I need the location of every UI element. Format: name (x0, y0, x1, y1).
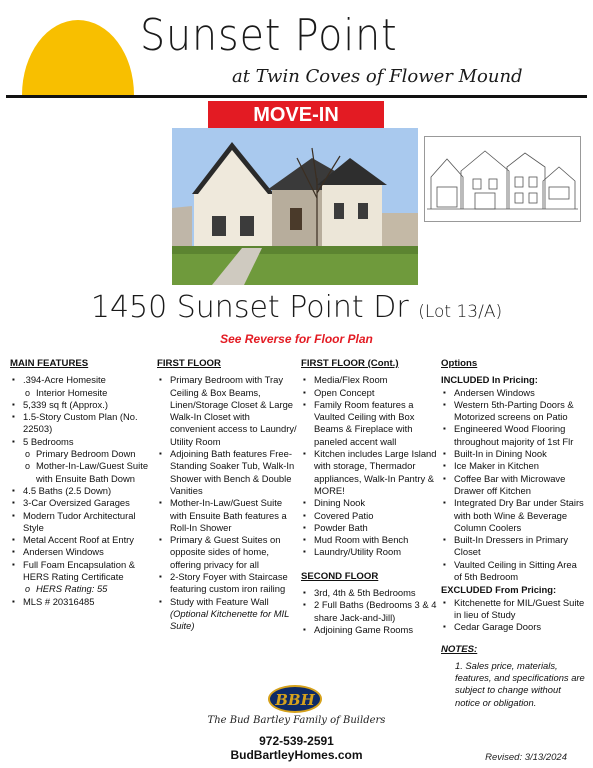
list-item: ▪ 5 Bedrooms (10, 436, 152, 448)
list-item: ▪ 3-Car Oversized Garages (10, 497, 152, 509)
list-item: ▪ Western 5th-Parting Doors & Motorized screens on Patio (441, 399, 587, 424)
builder-tagline: The Bud Bartley Family of Builders (207, 715, 386, 726)
builder-logo-text: BBH (275, 691, 315, 709)
list-item: ▪ Integrated Dry Bar under Stairs with both Wine & Beverage Column Coolers (441, 497, 587, 534)
first-floor-cont-heading: FIRST FLOOR (Cont.) (301, 358, 399, 369)
list-item: o Primary Bedroom Down (10, 448, 152, 460)
list-item: 1. Sales price, materials, features, and specifications are subject to change without notice or obligation. (455, 659, 585, 708)
main-features-heading: MAIN FEATURES (10, 358, 89, 369)
list-item: ▪ Study with Feature Wall (157, 596, 297, 608)
list-item: ▪ Powder Bath (301, 522, 437, 534)
list-item: ▪ Laundry/Utility Room (301, 546, 437, 558)
list-item: ▪ Engineered Wood Flooring throughout majority of 1st Flr (441, 423, 587, 448)
address-lot: (Lot 13/A) (418, 302, 503, 322)
builder-website: BudBartleyHomes.com (230, 748, 363, 762)
list-item: ▪ Adjoining Bath features Free-Standing Soaker Tub, Walk-In Shower with Bench & Double Vanities (157, 448, 297, 497)
excluded-heading: EXCLUDED From Pricing: (441, 584, 557, 596)
first-floor-list (157, 374, 297, 608)
property-address (0, 290, 593, 325)
list-item: ▪ Modern Tudor Architectural Style (10, 510, 152, 535)
header-divider (6, 95, 587, 98)
list-item: ▪ Mother-In-Law/Guest Suite with Ensuite Bath features a Roll-In Shower (157, 497, 297, 534)
list-item: ▪ Full Foam Encapsulation & HERS Rating Certificate (10, 559, 152, 584)
list-item: ▪ 4.5 Baths (2.5 Down) (10, 485, 152, 497)
main-features-column (10, 358, 152, 608)
list-item: ▪ 1.5-Story Custom Plan (No. 22503) (10, 411, 152, 436)
list-item: ▪ Media/Flex Room (301, 374, 437, 386)
notes-heading: NOTES: (441, 643, 478, 655)
list-item: ▪ Built-In in Dining Nook (441, 448, 587, 460)
list-item: ▪ Adjoining Game Rooms (301, 624, 437, 636)
elevation-drawing (424, 136, 581, 222)
builder-phone: 972-539-2591 (259, 734, 334, 748)
list-item: ▪ Mud Room with Bench (301, 534, 437, 546)
list-item: ▪ Covered Patio (301, 510, 437, 522)
first-floor-heading: FIRST FLOOR (157, 358, 221, 369)
list-item: ▪ Coffee Bar with Microwave Drawer off Kitchen (441, 473, 587, 498)
revised-date: Revised: 3/13/2024 (485, 752, 567, 763)
list-item: ▪ 3rd, 4th & 5th Bedrooms (301, 587, 437, 599)
list-item: o HERS Rating: 55 (10, 583, 152, 595)
move-in-ready-badge: MOVE-IN (208, 101, 384, 129)
first-floor-column (157, 358, 297, 633)
main-features-list (10, 374, 152, 608)
list-item: ▪ 5,339 sq ft (Approx.) (10, 399, 152, 411)
second-floor-heading: SECOND FLOOR (301, 570, 379, 582)
study-note: (Optional Kitchenette for MIL Suite) (170, 607, 290, 632)
list-item: ▪ Primary & Guest Suites on opposite sides of home, offering privacy for all (157, 534, 297, 571)
list-item: ▪ Open Concept (301, 387, 437, 399)
list-item: ▪ Andersen Windows (441, 387, 587, 399)
address-main: 1450 Sunset Point Dr (90, 290, 409, 325)
list-item: ▪ MLS # 20316485 (10, 596, 152, 608)
list-item: ▪ Kitchenette for MIL/Guest Suite in lieu of Study (441, 597, 587, 622)
list-item: o Interior Homesite (10, 387, 152, 399)
list-item: ▪ Primary Bedroom with Tray Ceiling & Box Beams, Linen/Storage Closet & Large Walk-In Closet with convenient access to Laundry/ Utility Room (157, 374, 297, 448)
list-item: ▪ Kitchen includes Large Island with storage, Thermador appliances, Walk-In Pantry & MORE! (301, 448, 437, 497)
included-list (441, 387, 587, 584)
list-item: ▪ Built-In Dressers in Primary Closet (441, 534, 587, 559)
sunset-logo (22, 20, 134, 96)
community-subtitle: at Twin Coves of Flower Mound (232, 66, 523, 87)
first-floor-cont-column (301, 358, 437, 636)
notes-list (441, 660, 587, 709)
home-photo (172, 128, 418, 285)
included-heading: INCLUDED In Pricing: (441, 374, 538, 386)
reverse-note: See Reverse for Floor Plan (220, 332, 373, 346)
first-floor-cont-list (301, 374, 437, 558)
list-item: o Mother-In-Law/Guest Suite with Ensuite Bath Down (10, 460, 152, 485)
list-item: ▪ Family Room features a Vaulted Ceiling with Box Beams & Fireplace with paneled accent wall (301, 399, 437, 448)
list-item: ▪ Andersen Windows (10, 546, 152, 558)
builder-logo (268, 685, 322, 713)
list-item: ▪ Metal Accent Roof at Entry (10, 534, 152, 546)
community-title: Sunset Point (140, 10, 398, 61)
list-item: ▪ Vaulted Ceiling in Sitting Area of 5th Bedroom (441, 559, 587, 584)
list-item: ▪ Dining Nook (301, 497, 437, 509)
excluded-list (441, 597, 587, 634)
list-item: ▪ Ice Maker in Kitchen (441, 460, 587, 472)
list-item: ▪ 2 Full Baths (Bedrooms 3 & 4 share Jack-and-Jill) (301, 599, 437, 624)
second-floor-list (301, 587, 437, 636)
list-item: ▪ Cedar Garage Doors (441, 621, 587, 633)
options-column (441, 358, 587, 709)
list-item: ▪ 2-Story Foyer with Staircase featuring custom iron railing (157, 571, 297, 596)
list-item: ▪ .394-Acre Homesite (10, 374, 152, 386)
options-heading: Options (441, 358, 478, 369)
